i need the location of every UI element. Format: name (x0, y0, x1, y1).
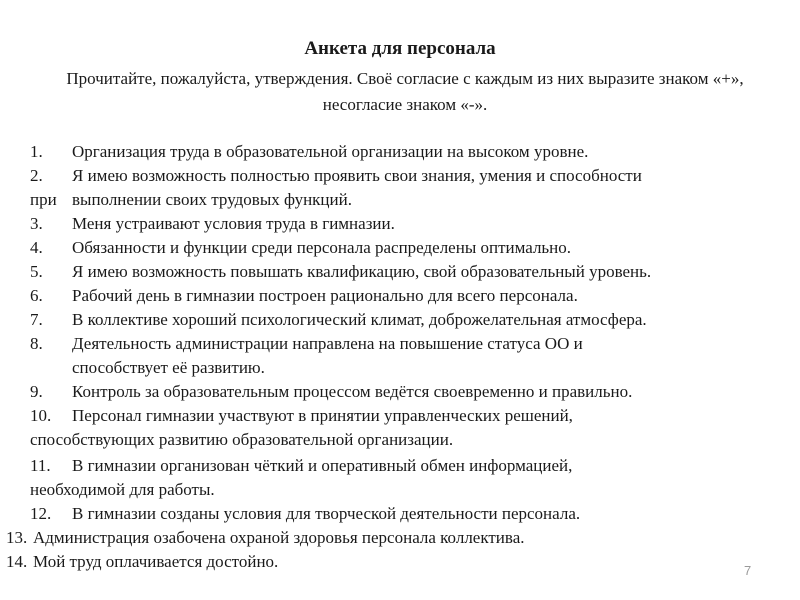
item-text: необходимой для работы. (30, 480, 215, 499)
item-text: способствующих развитию образовательной организации. (30, 430, 454, 449)
item-text: Мой труд оплачивается достойно. (33, 552, 279, 571)
item-number: 12. (30, 504, 52, 523)
item-text: Я имею возможность полностью проявить свои знания, умения и способности (72, 166, 642, 185)
item-number: 13. (6, 528, 28, 547)
item-number: 7. (30, 310, 43, 329)
item-number: 4. (30, 238, 43, 257)
item-text: Меня устраивают условия труда в гимназии. (72, 214, 395, 233)
item-text: В гимназии созданы условия для творческой деятельности персонала. (72, 504, 581, 523)
item-number: 11. (30, 456, 51, 475)
item-text: В гимназии организован чёткий и оперативный обмен информацией, (72, 456, 573, 475)
item-text: Персонал гимназии участвуют в принятии управленческих решений, (72, 406, 573, 425)
item-text: Рабочий день в гимназии построен рационально для всего персонала. (72, 286, 578, 305)
item-number: 9. (30, 382, 43, 401)
item-text: Деятельность администрации направлена на повышение статуса ОО и (72, 334, 583, 353)
item-text: Я имею возможность повышать квалификацию, свой образовательный уровень. (72, 262, 652, 281)
instruction-text: Прочитайте, пожалуйста, утверждения. Своё согласие с каждым из них выразите знаком «+», несогласие знаком «-». (66, 69, 744, 114)
item-number: 1. (30, 142, 43, 161)
page-number: 7 (744, 563, 752, 578)
item-number: 2. (30, 166, 43, 185)
item-text: Обязанности и функции среди персонала распределены оптимально. (72, 238, 572, 257)
item-text: Администрация озабочена охраной здоровья персонала коллектива. (33, 528, 525, 547)
item-number: 8. (30, 334, 43, 353)
item-text: способствует её развитию. (72, 358, 265, 377)
page-title: Анкета для персонала (304, 38, 496, 59)
item-text: Организация труда в образовательной организации на высоком уровне. (72, 142, 589, 161)
item-number: 10. (30, 406, 52, 425)
item-text: при (30, 190, 57, 209)
item-number: 5. (30, 262, 43, 281)
item-text: Контроль за образовательным процессом ведётся своевременно и правильно. (72, 382, 633, 401)
item-number: 14. (6, 552, 28, 571)
item-text: В коллективе хороший психологический климат, доброжелательная атмосфера. (72, 310, 647, 329)
item-text: выполнении своих трудовых функций. (72, 190, 352, 209)
item-number: 3. (30, 214, 43, 233)
item-number: 6. (30, 286, 43, 305)
